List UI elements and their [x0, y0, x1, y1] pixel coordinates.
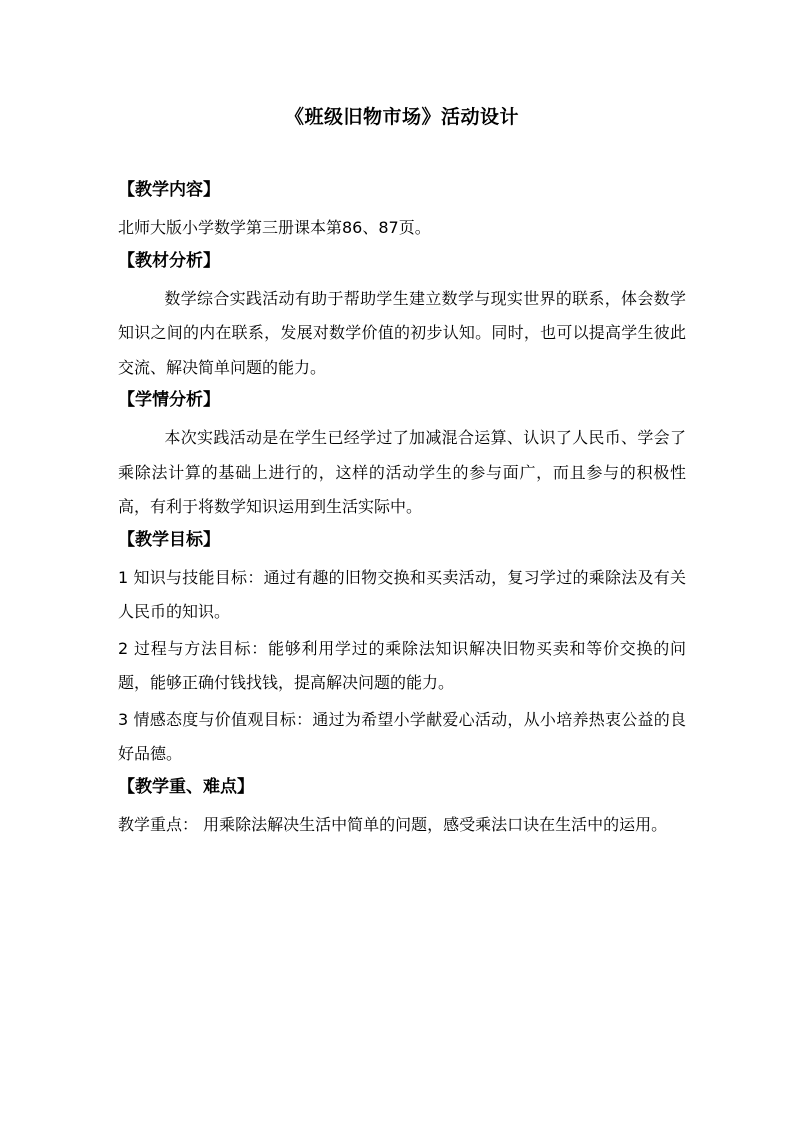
heading-teaching-content: 【教学内容】: [118, 180, 220, 200]
paragraph-key-points: 教学重点： 用乘除法解决生活中简单的问题，感受乘法口诀在生活中的运用。: [118, 814, 668, 834]
goal-item-knowledge-skills: 1 知识与技能目标：通过有趣的旧物交换和买卖活动，复习学过的乘除法及有关人民币的知识。: [118, 567, 686, 621]
heading-teaching-goals: 【教学目标】: [118, 529, 220, 550]
heading-key-difficult-points: 【教学重、难点】: [118, 776, 254, 797]
heading-student-analysis: 【学情分析】: [118, 390, 220, 410]
paragraph-student-analysis: 本次实践活动是在学生已经学过了加减混合运算、认识了人民币、学会了乘除法计算的基础上进行的，这样的活动学生的参与面广，而且参与的积极性高，有利于将数学知识运用到生活实际中。: [118, 428, 686, 516]
document-title: 《班级旧物市场》活动设计: [284, 106, 519, 128]
paragraph-teaching-content: 北师大版小学数学第三册课本第86、87页。: [118, 218, 431, 237]
paragraph-material-analysis: 数学综合实践活动有助于帮助学生建立数学与现实世界的联系，体会数学知识之间的内在联系，发展对数学价值的初步认知。同时，也可以提高学生彼此交流、解决简单问题的能力。: [118, 288, 686, 377]
document-body: [118, 103, 686, 844]
heading-material-analysis: 【教材分析】: [118, 250, 220, 271]
goal-item-process-method: 2 过程与方法目标：能够利用学过的乘除法知识解决旧物买卖和等价交换的问题，能够正确付钱找钱，提高解决问题的能力。: [118, 638, 686, 692]
goal-item-emotion-values: 3 情感态度与价值观目标：通过为希望小学献爱心活动，从小培养热衷公益的良好品德。: [118, 709, 686, 763]
